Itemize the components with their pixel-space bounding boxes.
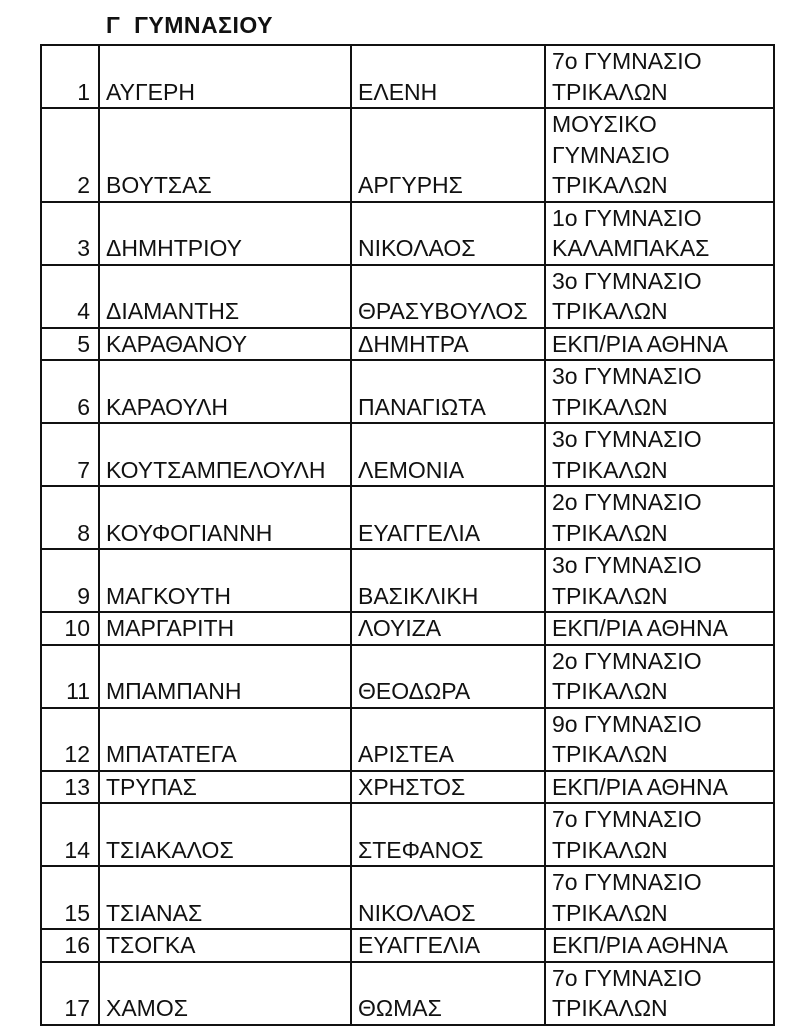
row-number: 6 (41, 360, 99, 423)
row-number: 16 (41, 929, 99, 962)
school-cell (545, 929, 774, 962)
school-cell (545, 265, 774, 328)
first-name-cell: ΧΡΗΣΤΟΣ (351, 771, 545, 804)
row-number: 10 (41, 612, 99, 645)
school-cell (545, 360, 774, 423)
school-line: 7ο ΓΥΜΝΑΣΙΟ (552, 869, 702, 895)
row-number: 12 (41, 708, 99, 771)
row-number: 1 (41, 45, 99, 108)
page-title: Γ ΓΥΜΝΑΣΙΟΥ (106, 12, 273, 38)
row-number: 9 (41, 549, 99, 612)
school-line: 7ο ΓΥΜΝΑΣΙΟ (552, 48, 702, 74)
school-line: ΤΡΙΚΑΛΩΝ (552, 456, 668, 483)
table-row (41, 328, 774, 361)
school-cell (545, 45, 774, 108)
surname-cell: ΚΟΥΦΟΓΙΑΝΝΗ (99, 486, 351, 549)
surname-cell: ΤΣΙΑΝΑΣ (99, 866, 351, 929)
first-name-cell: ΔΗΜΗΤΡΑ (351, 328, 545, 361)
school-line: 3ο ΓΥΜΝΑΣΙΟ (552, 363, 702, 389)
school-line: ΜΟΥΣΙΚΟ (552, 111, 657, 137)
table-row (41, 612, 774, 645)
first-name-cell: ΕΛΕΝΗ (351, 45, 545, 108)
surname-cell: ΚΑΡΑΟΥΛΗ (99, 360, 351, 423)
school-line: 2ο ΓΥΜΝΑΣΙΟ (552, 647, 702, 674)
student-table (40, 44, 775, 1026)
row-number: 3 (41, 202, 99, 265)
school-cell (545, 645, 774, 708)
school-cell (545, 612, 774, 645)
surname-cell: ΤΣΟΓΚΑ (99, 929, 351, 962)
first-name-cell: ΘΕΟΔΩΡΑ (351, 645, 545, 708)
school-cell (545, 549, 774, 612)
school-cell (545, 486, 774, 549)
school-line: ΤΡΙΚΑΛΩΝ (552, 393, 668, 420)
first-name-cell: ΕΥΑΓΓΕΛΙΑ (351, 929, 545, 962)
student-table-body (41, 45, 774, 1025)
row-number: 2 (41, 108, 99, 202)
first-name-cell: ΑΡΙΣΤΕΑ (351, 708, 545, 771)
table-row (41, 360, 774, 423)
first-name-cell: ΘΡΑΣΥΒΟΥΛΟΣ (351, 265, 545, 328)
first-name-cell: ΕΥΑΓΓΕΛΙΑ (351, 486, 545, 549)
school-line: 7ο ΓΥΜΝΑΣΙΟ (552, 964, 702, 991)
row-number: 17 (41, 962, 99, 1025)
school-line: 3ο ΓΥΜΝΑΣΙΟ (552, 426, 702, 452)
table-row (41, 265, 774, 328)
school-line: ΤΡΙΚΑΛΩΝ (552, 582, 668, 609)
first-name-cell: ΛΟΥΙΖΑ (351, 612, 545, 645)
school-line: 2ο ΓΥΜΝΑΣΙΟ (552, 489, 702, 515)
school-line: 7ο ΓΥΜΝΑΣΙΟ (552, 806, 702, 832)
school-line: ΕΚΠ/ΡΙΑ ΑΘΗΝΑ (552, 330, 728, 357)
row-number: 13 (41, 771, 99, 804)
school-line: ΓΥΜΝΑΣΙΟ (552, 141, 670, 168)
school-line: ΤΡΙΚΑΛΩΝ (552, 678, 668, 704)
table-row (41, 803, 774, 866)
surname-cell: ΤΣΙΑΚΑΛΟΣ (99, 803, 351, 866)
table-row (41, 771, 774, 804)
first-name-cell: ΑΡΓΥΡΗΣ (351, 108, 545, 202)
row-number: 4 (41, 265, 99, 328)
school-line: 9ο ΓΥΜΝΑΣΙΟ (552, 710, 702, 737)
school-line: ΤΡΙΚΑΛΩΝ (552, 995, 668, 1021)
table-row (41, 645, 774, 708)
school-line: ΤΡΙΚΑΛΩΝ (552, 172, 668, 198)
table-row (41, 549, 774, 612)
surname-cell: ΒΟΥΤΣΑΣ (99, 108, 351, 202)
row-number: 14 (41, 803, 99, 866)
school-line: ΕΚΠ/ΡΙΑ ΑΘΗΝΑ (552, 932, 728, 958)
surname-cell: ΚΑΡΑΘΑΝΟΥ (99, 328, 351, 361)
surname-cell: ΜΑΓΚΟΥΤΗ (99, 549, 351, 612)
surname-cell: ΤΡΥΠΑΣ (99, 771, 351, 804)
table-row (41, 202, 774, 265)
school-cell (545, 328, 774, 361)
first-name-cell: ΣΤΕΦΑΝΟΣ (351, 803, 545, 866)
school-line: ΤΡΙΚΑΛΩΝ (552, 741, 668, 767)
surname-cell: ΚΟΥΤΣΑΜΠΕΛΟΥΛΗ (99, 423, 351, 486)
school-cell (545, 803, 774, 866)
school-cell (545, 771, 774, 804)
school-cell (545, 962, 774, 1025)
first-name-cell: ΝΙΚΟΛΑΟΣ (351, 202, 545, 265)
row-number: 5 (41, 328, 99, 361)
table-row (41, 108, 774, 202)
table-row (41, 866, 774, 929)
surname-cell: ΔΗΜΗΤΡΙΟΥ (99, 202, 351, 265)
school-cell (545, 708, 774, 771)
row-number: 11 (41, 645, 99, 708)
school-line: ΤΡΙΚΑΛΩΝ (552, 836, 668, 863)
row-number: 7 (41, 423, 99, 486)
surname-cell: ΔΙΑΜΑΝΤΗΣ (99, 265, 351, 328)
school-line: ΤΡΙΚΑΛΩΝ (552, 899, 668, 926)
first-name-cell: ΝΙΚΟΛΑΟΣ (351, 866, 545, 929)
row-number: 15 (41, 866, 99, 929)
first-name-cell: ΒΑΣΙΚΛΙΚΗ (351, 549, 545, 612)
school-cell (545, 423, 774, 486)
school-line: ΤΡΙΚΑΛΩΝ (552, 78, 668, 105)
school-cell (545, 202, 774, 265)
table-row (41, 929, 774, 962)
table-row (41, 486, 774, 549)
school-line: ΕΚΠ/ΡΙΑ ΑΘΗΝΑ (552, 773, 728, 800)
surname-cell: ΜΠΑΜΠΑΝΗ (99, 645, 351, 708)
table-row (41, 962, 774, 1025)
table-row (41, 708, 774, 771)
surname-cell: ΜΑΡΓΑΡΙΤΗ (99, 612, 351, 645)
school-line: 3ο ΓΥΜΝΑΣΙΟ (552, 552, 702, 578)
school-cell (545, 866, 774, 929)
first-name-cell: ΛΕΜΟΝΙΑ (351, 423, 545, 486)
surname-cell: ΜΠΑΤΑΤΕΓΑ (99, 708, 351, 771)
surname-cell: ΑΥΓΕΡΗ (99, 45, 351, 108)
school-cell (545, 108, 774, 202)
row-number: 8 (41, 486, 99, 549)
first-name-cell: ΠΑΝΑΓΙΩΤΑ (351, 360, 545, 423)
table-row (41, 45, 774, 108)
school-line: ΚΑΛΑΜΠΑΚΑΣ (552, 235, 710, 261)
school-line: ΤΡΙΚΑΛΩΝ (552, 298, 668, 324)
table-row (41, 423, 774, 486)
first-name-cell: ΘΩΜΑΣ (351, 962, 545, 1025)
school-line: 3ο ΓΥΜΝΑΣΙΟ (552, 267, 702, 294)
school-line: 1ο ΓΥΜΝΑΣΙΟ (552, 204, 702, 231)
school-line: ΤΡΙΚΑΛΩΝ (552, 519, 668, 546)
surname-cell: ΧΑΜΟΣ (99, 962, 351, 1025)
school-line: ΕΚΠ/ΡΙΑ ΑΘΗΝΑ (552, 615, 728, 641)
